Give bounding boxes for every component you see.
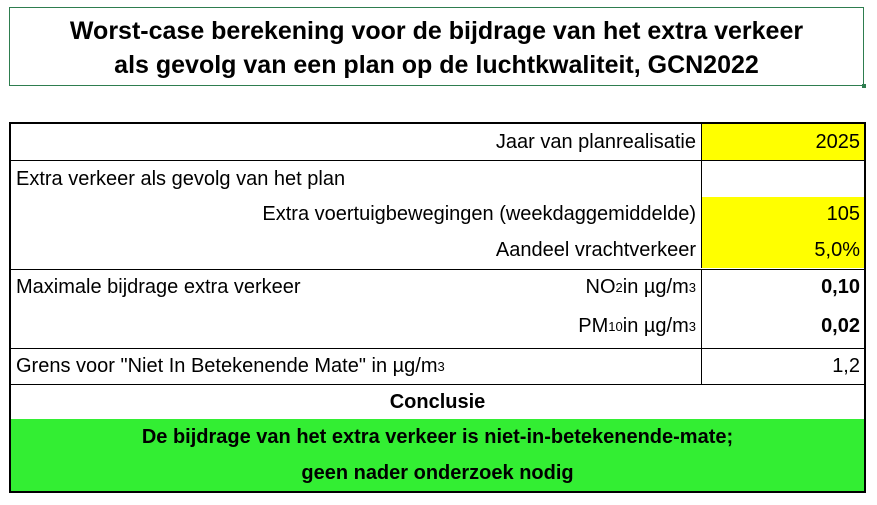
grens-label [11, 349, 701, 384]
title-line-2: als gevolg van een plan op de luchtkwaliteit, GCN2022 [114, 51, 759, 79]
pm10-value: 0,02 [701, 305, 864, 348]
row-no2 [11, 269, 864, 305]
no2-subscript: 2 [615, 280, 623, 295]
grens-superscript: 3 [437, 359, 445, 374]
grens-text: Grens voor "Niet In Betekenende Mate" in µg/m [16, 355, 438, 377]
vracht-label: Aandeel vrachtverkeer [495, 238, 696, 261]
conclusion-line-2: geen nader onderzoek nodig [301, 461, 574, 484]
calculation-table [9, 122, 866, 493]
no2-unit: in µg/m [622, 276, 689, 298]
pm10-text: PM [578, 315, 609, 337]
no2-superscript: 3 [688, 280, 696, 295]
no2-label [411, 270, 701, 305]
pm10-unit: in µg/m [622, 315, 689, 337]
row-grens [11, 348, 864, 384]
no2-value: 0,10 [701, 270, 864, 305]
jaar-value[interactable]: 2025 [701, 124, 864, 160]
row-pm10 [11, 305, 864, 348]
conclusion-box [11, 419, 864, 491]
voertuig-value[interactable]: 105 [701, 197, 864, 232]
selection-handle[interactable] [862, 84, 866, 88]
extra-heading: Extra verkeer als gevolg van het plan [16, 167, 346, 190]
pm10-superscript: 3 [688, 319, 696, 334]
jaar-label: Jaar van planrealisatie [495, 130, 696, 153]
conclusion-heading: Conclusie [389, 390, 486, 413]
row-voertuig [11, 197, 864, 232]
pm10-subscript: 10 [608, 319, 623, 334]
max-label: Maximale bijdrage extra verkeer [16, 276, 301, 298]
voertuig-label: Extra voertuigbewegingen (weekdaggemiddelde) [262, 203, 696, 225]
row-extra-heading [11, 160, 864, 197]
pm10-label [411, 305, 701, 348]
row-conclusie [11, 384, 864, 419]
vracht-value[interactable]: 5,0% [701, 232, 864, 268]
extra-heading-value [701, 161, 864, 197]
title-box [9, 7, 864, 86]
no2-text: NO [585, 276, 616, 298]
conclusion-line-1: De bijdrage van het extra verkeer is niet-in-betekenende-mate; [141, 425, 734, 448]
row-jaar [11, 124, 864, 160]
title-line-1: Worst-case berekening voor de bijdrage van het extra verkeer [69, 17, 804, 45]
row-vracht [11, 232, 864, 268]
grens-value: 1,2 [701, 349, 864, 384]
